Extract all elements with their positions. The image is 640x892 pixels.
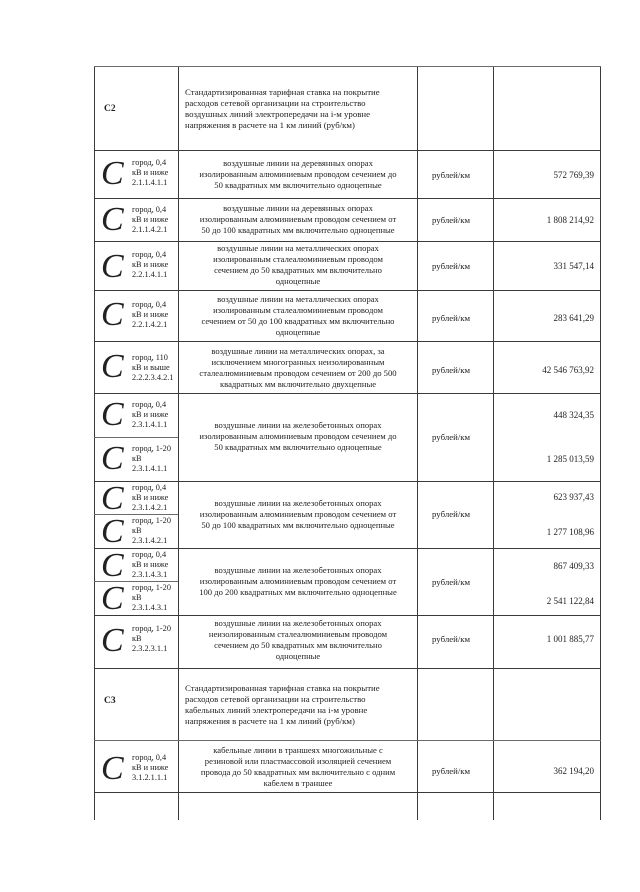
rate-value: 283 641,29 xyxy=(553,313,594,323)
rate-code: город, 0,4 кВ и ниже 2.2.1.4.2.1 xyxy=(132,300,169,329)
grid-line xyxy=(94,198,601,199)
grid-line xyxy=(94,437,178,438)
description-line: исключением многогранных неизолированным xyxy=(211,357,385,367)
description-line: кабельные линии в траншеях многожильные с xyxy=(213,745,383,755)
description-line: сталеалюминиевым проводом сечением от 200 до 500 xyxy=(199,368,397,378)
section-title xyxy=(185,87,415,131)
unit-label: рублей/км xyxy=(432,577,471,587)
description-line: 100 до 200 квадратных мм включительно одноцепные xyxy=(199,587,397,597)
rate-letter: C xyxy=(101,155,124,192)
line-description xyxy=(180,346,416,390)
section-title-line: расходов сетевой организации на строительство xyxy=(185,98,366,108)
description-line: воздушные линии на деревянных опорах xyxy=(223,203,373,213)
unit-label: рублей/км xyxy=(432,432,471,442)
description-line: воздушные линии на железобетонных опорах xyxy=(214,618,382,628)
unit-label: рублей/км xyxy=(432,634,471,644)
line-description xyxy=(180,565,416,598)
rate-value: 572 769,39 xyxy=(553,170,594,180)
grid-line xyxy=(178,66,179,820)
rate-value: 448 324,35 xyxy=(553,410,594,420)
description-line: воздушные линии на металлических опорах, за xyxy=(211,346,385,356)
grid-line xyxy=(94,481,601,482)
rate-letter: C xyxy=(101,201,124,238)
rate-letter: C xyxy=(101,513,124,550)
grid-line xyxy=(94,615,601,616)
rate-value: 1 001 885,77 xyxy=(546,634,594,644)
description-line: 50 квадратных мм включительно одноцепные xyxy=(214,180,382,190)
description-line: изолированным алюминиевым проводом сечением от xyxy=(199,214,397,224)
grid-line xyxy=(600,66,601,820)
unit-label: рублей/км xyxy=(432,170,471,180)
unit-label: рублей/км xyxy=(432,365,471,375)
rate-code: город, 1-20 кВ 2.3.1.4.3.1 xyxy=(132,583,171,612)
unit-label: рублей/км xyxy=(432,766,471,776)
unit-label: рублей/км xyxy=(432,313,471,323)
description-line: изолированным алюминиевым проводом сечением до xyxy=(199,169,397,179)
rate-code: город, 1-20 кВ 2.3.1.4.2.1 xyxy=(132,516,171,545)
description-line: квадратных мм включительно двухцепные xyxy=(219,379,377,389)
description-line: изолированным сталеалюминиевым проводом xyxy=(213,254,383,264)
grid-line xyxy=(94,66,601,67)
grid-line xyxy=(94,241,601,242)
description-line: одноцепные xyxy=(275,327,321,337)
section-title-line: кабельных линий электропередачи на i-м уровне xyxy=(185,705,368,715)
rate-letter: C xyxy=(101,622,124,659)
description-line: одноцепные xyxy=(275,276,321,286)
description-line: воздушные линии на металлических опорах xyxy=(217,294,379,304)
line-description xyxy=(180,243,416,287)
rate-code: город, 0,4 кВ и ниже 2.3.1.4.3.1 xyxy=(132,550,169,579)
line-description xyxy=(180,498,416,531)
unit-label: рублей/км xyxy=(432,215,471,225)
rate-value: 623 937,43 xyxy=(553,492,594,502)
rate-value: 1 285 013,59 xyxy=(546,454,594,464)
section-code: C3 xyxy=(104,696,116,706)
description-line: провода до 50 квадратных мм включительно с одним xyxy=(200,767,396,777)
grid-line xyxy=(94,341,601,342)
line-description xyxy=(180,203,416,236)
rate-value: 2 541 122,84 xyxy=(546,596,594,606)
grid-line xyxy=(94,792,601,793)
grid-line xyxy=(94,393,601,394)
section-title-line: воздушных линий электропередачи на i-м уровне xyxy=(185,109,370,119)
grid-line xyxy=(94,668,601,669)
rate-value: 1 277 108,96 xyxy=(546,527,594,537)
rate-value: 362 194,20 xyxy=(553,766,594,776)
section-title-line: расходов сетевой организации на строительство xyxy=(185,694,366,704)
description-line: изолированным алюминиевым проводом сечением от xyxy=(199,576,397,586)
grid-line xyxy=(417,66,418,820)
description-line: сечением до 50 квадратных мм включительно xyxy=(214,640,382,650)
description-line: воздушные линии на железобетонных опорах xyxy=(214,498,382,508)
section-title-line: Стандартизированная тарифная ставка на покрытие xyxy=(185,87,380,97)
line-description xyxy=(180,618,416,662)
rate-code: город, 110 кВ и выше 2.2.2.3.4.2.1 xyxy=(132,353,174,382)
rate-letter: C xyxy=(101,440,124,477)
rate-code: город, 0,4 кВ и ниже 2.1.1.4.2.1 xyxy=(132,205,169,234)
section-title-line: напряжения в расчете на 1 км линий (руб/км) xyxy=(185,120,355,130)
unit-label: рублей/км xyxy=(432,261,471,271)
description-line: воздушные линии на железобетонных опорах xyxy=(214,420,382,430)
rate-value: 331 547,14 xyxy=(553,261,594,271)
grid-line xyxy=(94,290,601,291)
rate-code: город, 1-20 кВ 2.3.1.4.1.1 xyxy=(132,444,171,473)
description-line: сечением от 50 до 100 квадратных мм включительно xyxy=(201,316,395,326)
rate-code: город, 0,4 кВ и ниже 3.1.2.1.1.1 xyxy=(132,753,169,782)
section-code: C2 xyxy=(104,104,116,114)
description-line: 50 до 100 квадратных мм включительно одноцепные xyxy=(201,225,395,235)
rate-code: город, 0,4 кВ и ниже 2.1.1.4.1.1 xyxy=(132,158,169,187)
grid-line xyxy=(94,150,601,151)
description-line: изолированным сталеалюминиевым проводом xyxy=(213,305,383,315)
unit-label: рублей/км xyxy=(432,509,471,519)
description-line: одноцепные xyxy=(275,651,321,661)
rate-letter: C xyxy=(101,396,124,433)
description-line: изолированным алюминиевым проводом сечением от xyxy=(199,509,397,519)
rate-value: 42 546 763,92 xyxy=(542,365,594,375)
section-title-line: напряжения в расчете на 1 км линий (руб/км) xyxy=(185,716,355,726)
rate-letter: C xyxy=(101,480,124,517)
line-description xyxy=(180,420,416,453)
description-line: резиновой или пластмассовой изоляцией сечением xyxy=(204,756,392,766)
line-description xyxy=(180,745,416,789)
rate-value: 1 808 214,92 xyxy=(546,215,594,225)
line-description xyxy=(180,158,416,191)
rate-code: город, 0,4 кВ и ниже 2.3.1.4.2.1 xyxy=(132,483,169,512)
rate-letter: C xyxy=(101,348,124,385)
rate-letter: C xyxy=(101,248,124,285)
description-line: воздушные линии на деревянных опорах xyxy=(223,158,373,168)
rate-code: город, 1-20 кВ 2.3.2.3.1.1 xyxy=(132,624,171,653)
line-description xyxy=(180,294,416,338)
description-line: сечением до 50 квадратных мм включительно xyxy=(214,265,382,275)
section-title xyxy=(185,683,415,727)
description-line: неизолированным сталеалюминиевым проводом xyxy=(208,629,388,639)
rate-code: город, 0,4 кВ и ниже 2.3.1.4.1.1 xyxy=(132,400,169,429)
grid-line xyxy=(94,548,601,549)
rate-code: город, 0,4 кВ и ниже 2.2.1.4.1.1 xyxy=(132,250,169,279)
description-line: 50 квадратных мм включительно одноцепные xyxy=(214,442,382,452)
grid-line xyxy=(94,740,601,741)
rate-letter: C xyxy=(101,750,124,787)
description-line: воздушные линии на железобетонных опорах xyxy=(214,565,382,575)
description-line: 50 до 100 квадратных мм включительно одноцепные xyxy=(201,520,395,530)
grid-line xyxy=(94,66,95,820)
section-title-line: Стандартизированная тарифная ставка на покрытие xyxy=(185,683,380,693)
rate-letter: C xyxy=(101,296,124,333)
description-line: кабелем в траншее xyxy=(263,778,333,788)
rate-letter: C xyxy=(101,580,124,617)
rate-value: 867 409,33 xyxy=(553,561,594,571)
description-line: воздушные линии на металлических опорах xyxy=(217,243,379,253)
description-line: изолированным алюминиевым проводом сечением до xyxy=(199,431,397,441)
rate-letter: C xyxy=(101,547,124,584)
